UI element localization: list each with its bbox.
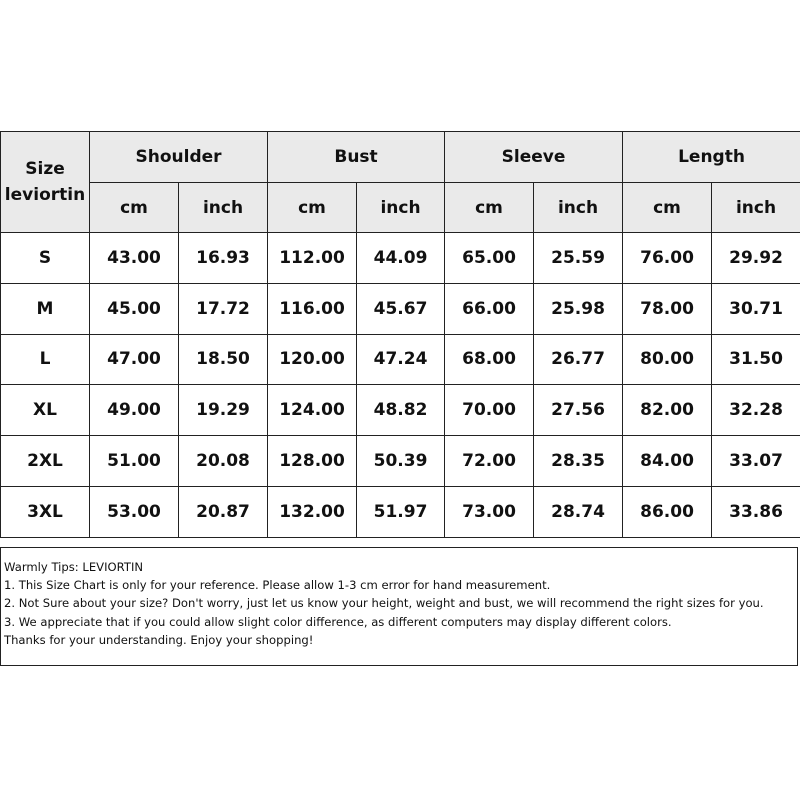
value-cell: 19.29 [179, 385, 268, 436]
value-cell: 30.71 [712, 283, 800, 334]
table-row [1, 233, 800, 284]
tips-closing: Thanks for your understanding. Enjoy your shopping! [4, 632, 314, 647]
table-row [1, 283, 800, 334]
value-cell: 17.72 [179, 283, 268, 334]
value-cell: 25.59 [534, 233, 623, 284]
unit-header-cell: inch [179, 183, 268, 233]
sleeve-header: Sleeve [445, 132, 623, 183]
tip-line: 3. We appreciate that if you could allow slight color difference, as different computers may display different colors. [4, 614, 672, 629]
value-cell: 27.56 [534, 385, 623, 436]
value-cell: 70.00 [445, 385, 534, 436]
warm-tips-box [0, 547, 798, 666]
shoulder-header: Shoulder [90, 132, 268, 183]
value-cell: 132.00 [268, 486, 357, 537]
value-cell: 45.67 [357, 283, 445, 334]
value-cell: 20.08 [179, 436, 268, 487]
tip-line: 2. Not Sure about your size? Don't worry, just let us know your height, weight and bust, we will recommend the right sizes for you. [4, 596, 764, 611]
unit-header-cell: inch [534, 183, 623, 233]
value-cell: 86.00 [623, 486, 712, 537]
length-header: Length [623, 132, 800, 183]
size-chart-table [0, 131, 800, 538]
value-cell: 47.00 [90, 334, 179, 385]
table-row [1, 334, 800, 385]
value-cell: 45.00 [90, 283, 179, 334]
unit-header-cell: cm [268, 183, 357, 233]
value-cell: 73.00 [445, 486, 534, 537]
value-cell: 53.00 [90, 486, 179, 537]
value-cell: 43.00 [90, 233, 179, 284]
value-cell: 25.98 [534, 283, 623, 334]
size-cell: M [1, 283, 90, 334]
value-cell: 31.50 [712, 334, 800, 385]
value-cell: 50.39 [357, 436, 445, 487]
value-cell: 16.93 [179, 233, 268, 284]
value-cell: 32.28 [712, 385, 800, 436]
value-cell: 28.35 [534, 436, 623, 487]
table-row [1, 385, 800, 436]
value-cell: 28.74 [534, 486, 623, 537]
tip-line: 1. This Size Chart is only for your reference. Please allow 1-3 cm error for hand measurement. [4, 578, 551, 593]
value-cell: 128.00 [268, 436, 357, 487]
tips-title: Warmly Tips: LEVIORTIN [4, 560, 144, 574]
value-cell: 72.00 [445, 436, 534, 487]
size-cell: XL [1, 385, 90, 436]
bust-header: Bust [268, 132, 445, 183]
size-header-cell [1, 132, 90, 233]
unit-header-cell: cm [90, 183, 179, 233]
unit-header-cell: inch [357, 183, 445, 233]
group-header-row [1, 132, 800, 183]
value-cell: 29.92 [712, 233, 800, 284]
value-cell: 120.00 [268, 334, 357, 385]
value-cell: 51.97 [357, 486, 445, 537]
value-cell: 112.00 [268, 233, 357, 284]
value-cell: 51.00 [90, 436, 179, 487]
value-cell: 20.87 [179, 486, 268, 537]
table-row [1, 486, 800, 537]
size-cell: L [1, 334, 90, 385]
value-cell: 124.00 [268, 385, 357, 436]
value-cell: 116.00 [268, 283, 357, 334]
value-cell: 66.00 [445, 283, 534, 334]
value-cell: 84.00 [623, 436, 712, 487]
value-cell: 78.00 [623, 283, 712, 334]
value-cell: 26.77 [534, 334, 623, 385]
table-row [1, 436, 800, 487]
size-cell: 2XL [1, 436, 90, 487]
value-cell: 47.24 [357, 334, 445, 385]
value-cell: 33.86 [712, 486, 800, 537]
value-cell: 33.07 [712, 436, 800, 487]
size-cell: S [1, 233, 90, 284]
unit-header-cell: cm [623, 183, 712, 233]
value-cell: 80.00 [623, 334, 712, 385]
unit-header-cell: inch [712, 183, 800, 233]
value-cell: 82.00 [623, 385, 712, 436]
value-cell: 18.50 [179, 334, 268, 385]
brand-header-label: leviortin [4, 185, 86, 205]
unit-header-row [1, 183, 800, 233]
value-cell: 49.00 [90, 385, 179, 436]
value-cell: 65.00 [445, 233, 534, 284]
size-header-label: Size [25, 159, 65, 179]
size-cell: 3XL [1, 486, 90, 537]
unit-header-cell: cm [445, 183, 534, 233]
value-cell: 68.00 [445, 334, 534, 385]
value-cell: 48.82 [357, 385, 445, 436]
value-cell: 44.09 [357, 233, 445, 284]
value-cell: 76.00 [623, 233, 712, 284]
